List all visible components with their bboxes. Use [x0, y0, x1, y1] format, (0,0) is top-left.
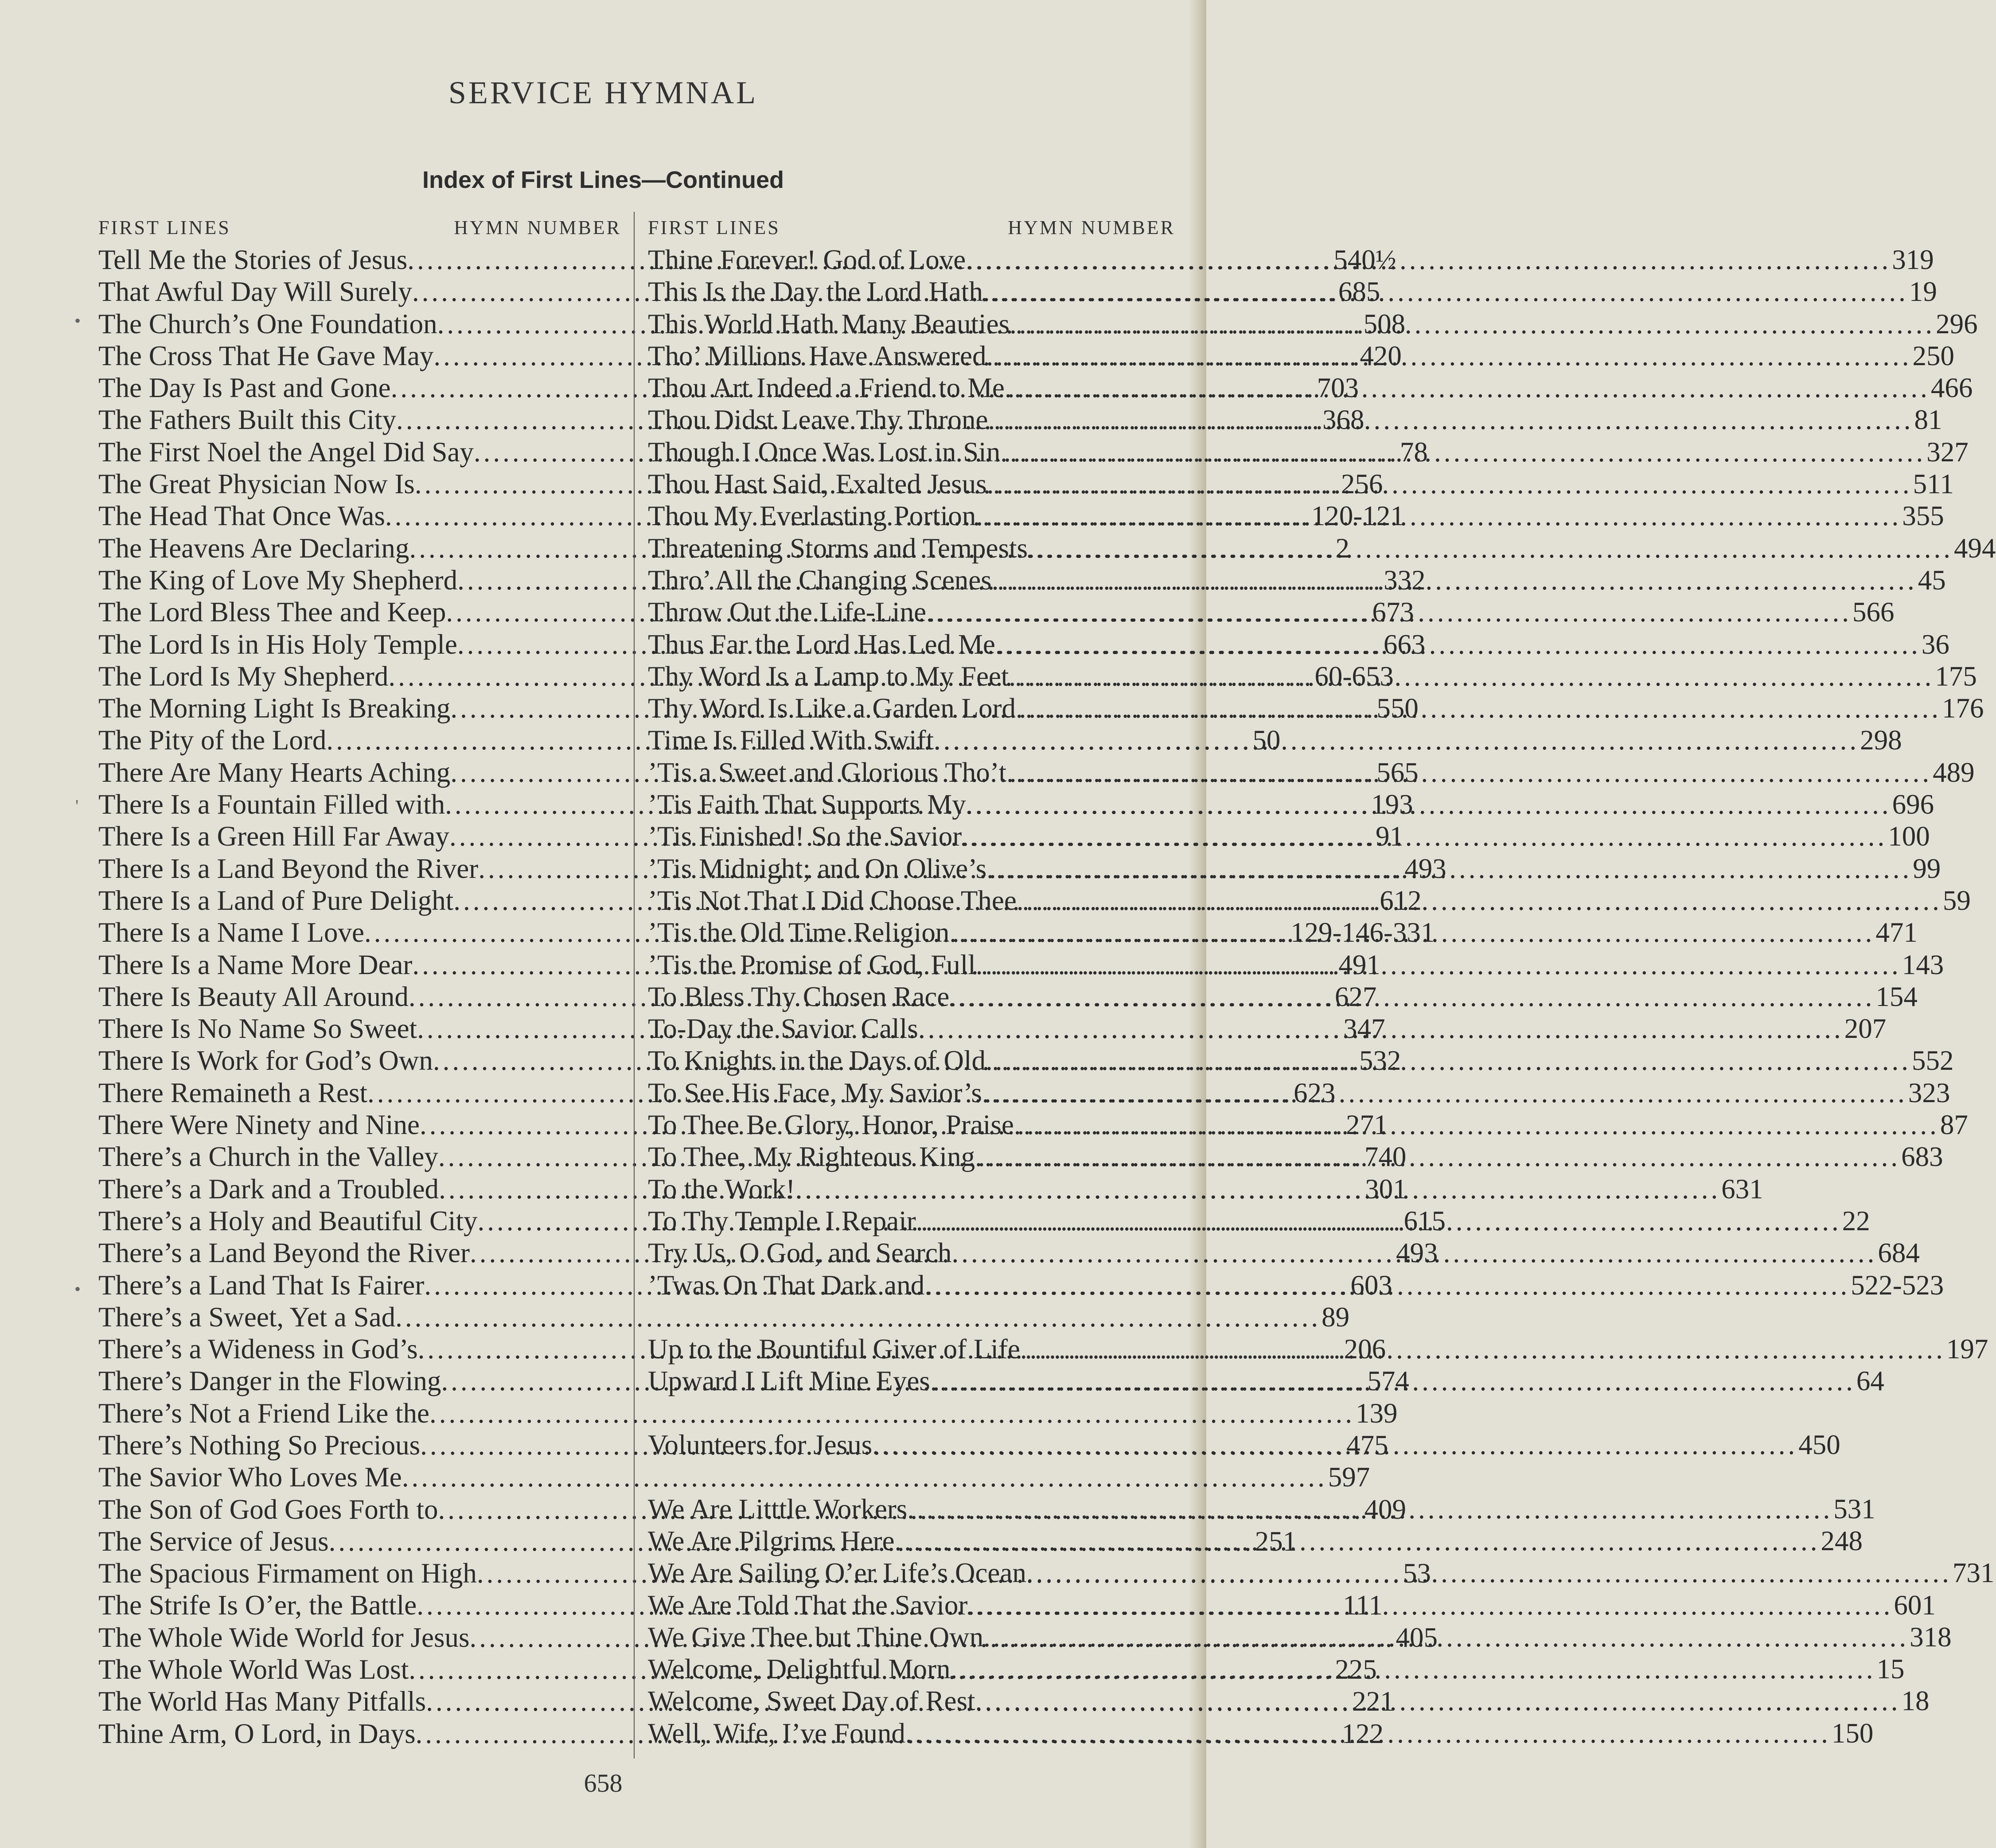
- hymn-number: 522-523: [1851, 1269, 1944, 1301]
- first-line-text: The Lord Is My Shepherd: [98, 660, 389, 692]
- first-line-text: Time Is Filled With Swift: [648, 725, 934, 756]
- hymn-number: 493: [1396, 1237, 1438, 1269]
- first-line-text: The Heavens Are Declaring: [98, 532, 409, 564]
- dot-leader: [916, 1205, 1841, 1237]
- first-line-text: There Is a Land Beyond the River: [98, 853, 479, 884]
- hymn-number: 36: [1921, 628, 1949, 660]
- hymn-number: 22: [1842, 1205, 1870, 1236]
- dot-leader: [992, 564, 1917, 596]
- hymn-number: 271: [1345, 1109, 1388, 1141]
- hymn-number: 552: [1912, 1045, 1954, 1076]
- hymn-number: 683: [1901, 1141, 1943, 1173]
- first-line-text: Thine Forever! God of Love: [648, 244, 966, 275]
- hymn-number: 139: [1356, 1397, 1398, 1429]
- hymn-number: 78: [1400, 436, 1428, 468]
- hymn-number: 489: [1933, 756, 1975, 788]
- hymn-number: 221: [1352, 1686, 1394, 1717]
- first-line-text: Welcome, Sweet Day of Rest: [648, 1685, 975, 1717]
- hymn-number: 91: [1375, 821, 1403, 852]
- hymn-number: 154: [1875, 981, 1918, 1012]
- hymn-number: 601: [1894, 1589, 1936, 1621]
- first-line-text: Thy Word Is Like a Garden Lord: [648, 693, 1016, 724]
- first-line-text: There Were Ninety and Nine: [98, 1109, 420, 1141]
- hymn-number: 45: [1918, 564, 1946, 596]
- dot-leader: [934, 724, 1859, 756]
- dot-leader: [872, 1429, 1797, 1461]
- first-line-text: This Is the Day the Lord Hath: [648, 276, 983, 308]
- first-line-text: To Thee Be Glory, Honor, Praise: [648, 1109, 1014, 1141]
- first-line-text: ’Tis Faith That Supports My: [648, 789, 966, 820]
- column-divider: [634, 212, 635, 1758]
- hymn-number: 64: [1856, 1365, 1884, 1397]
- hymn-number: 59: [1942, 885, 1971, 916]
- first-line-text: There’s Nothing So Precious: [98, 1429, 421, 1461]
- first-line-text: Tho’ Millions Have Answered: [648, 340, 986, 371]
- pencil-mark: •: [74, 311, 81, 331]
- first-line-text: Thou My Everlasting Portion: [648, 500, 976, 532]
- hymn-number: 120-121: [1311, 500, 1404, 532]
- pencil-mark: ': [75, 796, 79, 816]
- first-line-text: There Is a Fountain Filled with: [98, 789, 445, 820]
- first-line-text: There Is Beauty All Around: [98, 981, 409, 1012]
- hymn-number: 566: [1852, 597, 1895, 628]
- first-line-text: Thou Art Indeed a Friend to Me: [648, 372, 1005, 404]
- dot-leader: [986, 340, 1911, 372]
- hymn-number: 731: [1952, 1557, 1995, 1589]
- dot-leader: [966, 244, 1891, 276]
- hymn-number: 99: [1913, 853, 1941, 884]
- first-line-text: ’Tis Midnight; and On Olive’s: [648, 853, 987, 884]
- first-line-text: That Awful Day Will Surely: [98, 276, 412, 308]
- first-line-text: Thus Far the Lord Has Led Me: [648, 628, 995, 660]
- hymn-number: 673: [1372, 597, 1414, 628]
- first-line-text: ’Tis the Old Time Religion: [648, 917, 950, 948]
- hymn-number: 597: [1328, 1462, 1370, 1493]
- dot-leader: [905, 1717, 1831, 1749]
- first-line-text: The Lord Is in His Holy Temple: [98, 628, 457, 660]
- dot-leader: [1028, 532, 1953, 564]
- hymn-number: 18: [1901, 1685, 1930, 1717]
- dot-leader: [982, 1077, 1907, 1109]
- hymn-number: 251: [1255, 1525, 1297, 1557]
- hymn-number: 207: [1844, 1013, 1887, 1045]
- hymn-number: 355: [1902, 500, 1944, 532]
- hymn-number: 685: [1338, 276, 1380, 308]
- hymn-number: 663: [1383, 628, 1426, 660]
- first-line-text: Try Us, O God, and Search: [648, 1237, 952, 1269]
- first-line-text: Up to the Bountiful Giver of Life: [648, 1333, 1020, 1365]
- dot-leader: [907, 1493, 1832, 1525]
- first-line-text: The Son of God Goes Forth to: [98, 1493, 438, 1525]
- first-line-text: The Fathers Built this City: [98, 404, 396, 436]
- hymn-number: 87: [1940, 1109, 1968, 1141]
- hymn-number: 250: [1912, 340, 1954, 371]
- first-line-text: To Thee, My Righteous King: [648, 1141, 975, 1173]
- hymn-number: 471: [1875, 917, 1918, 948]
- dot-leader: [988, 404, 1914, 436]
- first-line-text: The Morning Light Is Breaking: [98, 693, 451, 724]
- hymn-number: 508: [1363, 308, 1406, 339]
- dot-leader: [924, 1269, 1850, 1301]
- dot-leader: [987, 468, 1912, 500]
- hymn-number: 703: [1317, 372, 1359, 404]
- dot-leader: [975, 1141, 1900, 1173]
- first-line-text: We Are Litttle Workers: [648, 1493, 908, 1524]
- hymn-number: 347: [1343, 1013, 1385, 1045]
- hymn-number: 150: [1831, 1717, 1874, 1749]
- hymn-number: 143: [1902, 949, 1944, 980]
- dot-leader: [983, 276, 1908, 308]
- first-line-text: ’Tis the Promise of God, Full: [648, 949, 976, 980]
- first-line-text: There Are Many Hearts Aching: [98, 756, 451, 788]
- dot-leader: [976, 949, 1901, 981]
- hymn-number: 318: [1910, 1621, 1952, 1653]
- first-line-text: The World Has Many Pitfalls: [98, 1686, 426, 1717]
- first-lines-header: FIRST LINES: [648, 217, 780, 238]
- hymn-number: 532: [1359, 1045, 1401, 1076]
- dot-leader: [975, 1685, 1900, 1717]
- hymn-number: 615: [1403, 1205, 1446, 1236]
- first-line-text: ’Tis a Sweet and Glorious Tho’t: [648, 756, 1007, 788]
- dot-leader: [1017, 885, 1942, 916]
- dot-leader: [986, 1045, 1911, 1076]
- first-line-text: To See His Face, My Savior’s: [648, 1077, 982, 1108]
- hymn-number: 565: [1376, 756, 1419, 788]
- dot-leader: [951, 1653, 1876, 1685]
- first-line-text: ’Tis Finished! So the Savior: [648, 821, 962, 852]
- hymn-number: 466: [1930, 372, 1973, 404]
- dot-leader: [795, 1173, 1720, 1205]
- first-line-text: There’s a Land Beyond the River: [98, 1237, 470, 1269]
- first-line-text: We Are Told That the Savior: [648, 1589, 968, 1621]
- first-line-text: The Day Is Past and Gone: [98, 372, 391, 404]
- first-line-text: The Strife Is O’er, the Battle: [98, 1590, 417, 1621]
- hymn-number: 323: [1908, 1077, 1950, 1108]
- hymn-number: 81: [1914, 404, 1942, 436]
- first-line-text: ’Tis Not That I Did Choose Thee: [648, 885, 1017, 916]
- dot-leader: [986, 853, 1912, 885]
- index-entry: [98, 1461, 1370, 1493]
- first-line-text: There Remaineth a Rest: [98, 1077, 368, 1108]
- first-line-text: Upward I Lift Mine Eyes: [648, 1365, 930, 1397]
- hymn-number: 15: [1876, 1653, 1905, 1685]
- first-line-text: Volunteers for Jesus: [648, 1429, 873, 1461]
- first-line-text: The Savior Who Loves Me: [98, 1462, 402, 1493]
- hymn-number: 111: [1343, 1590, 1383, 1621]
- first-line-text: The Service of Jesus: [98, 1525, 329, 1557]
- first-line-text: Well, Wife, I’ve Found: [648, 1717, 905, 1749]
- pencil-mark: •: [74, 1279, 81, 1299]
- first-line-text: The Spacious Firmament on High: [98, 1558, 477, 1589]
- first-line-text: There Is a Name More Dear: [98, 949, 413, 980]
- hymn-number: 740: [1364, 1141, 1407, 1173]
- first-line-text: There Is Work for God’s Own: [98, 1045, 433, 1076]
- first-line-text: The Head That Once Was: [98, 500, 385, 532]
- first-line-text: There Is No Name So Sweet: [98, 1013, 417, 1045]
- dot-leader: [1026, 1557, 1952, 1589]
- dot-leader: [1010, 308, 1935, 340]
- dot-leader: [1009, 660, 1934, 692]
- first-line-text: There’s Danger in the Flowing: [98, 1365, 441, 1397]
- dot-leader: [949, 981, 1875, 1013]
- first-line-text: ’Twas On That Dark and: [648, 1269, 925, 1301]
- index-title: Index of First Lines—Continued: [422, 167, 784, 193]
- first-line-text: Welcome, Delightful Morn: [648, 1653, 951, 1685]
- hymn-number: 493: [1404, 853, 1446, 884]
- first-line-text: To the Work!: [648, 1173, 795, 1205]
- hymn-number: 301: [1365, 1173, 1407, 1205]
- hymn-number: 2: [1335, 532, 1349, 564]
- hymn-number: 89: [1322, 1301, 1350, 1333]
- running-head: SERVICE HYMNAL: [448, 75, 758, 110]
- hymn-number: 405: [1396, 1622, 1438, 1653]
- hymn-number: 176: [1942, 693, 1984, 724]
- hymn-number: 122: [1341, 1718, 1384, 1749]
- dot-leader: [962, 820, 1887, 852]
- first-line-text: There’s a Holy and Beautiful City: [98, 1205, 478, 1236]
- dot-leader: [930, 1365, 1856, 1397]
- first-line-text: Thine Arm, O Lord, in Days: [98, 1718, 416, 1749]
- hymn-number: 175: [1935, 660, 1977, 692]
- first-line-text: The Pity of the Lord: [98, 725, 327, 756]
- hymn-number: 696: [1892, 789, 1934, 820]
- dot-leader: [926, 596, 1852, 628]
- hymn-number: 409: [1364, 1493, 1406, 1525]
- first-line-text: There Is a Name I Love: [98, 917, 364, 948]
- first-line-text: There Is a Land of Pure Delight: [98, 885, 454, 916]
- dot-leader: [1006, 756, 1932, 788]
- hymn-number: 684: [1878, 1237, 1920, 1269]
- dot-leader: [966, 788, 1891, 820]
- hymn-number: 550: [1376, 693, 1419, 724]
- first-line-text: We Are Pilgrims Here: [648, 1525, 895, 1556]
- hymn-number: 491: [1338, 949, 1380, 980]
- dot-leader: [951, 1237, 1877, 1269]
- hymn-number: 450: [1798, 1429, 1840, 1461]
- hymn-number: 574: [1367, 1365, 1409, 1397]
- first-line-text: There’s a Sweet, Yet a Sad: [98, 1301, 396, 1333]
- hymn-number: 612: [1380, 885, 1422, 916]
- first-line-text: Throw Out the Life-Line: [648, 597, 927, 628]
- dot-leader: [1000, 436, 1926, 468]
- first-line-text: To Thy Temple I Repair: [648, 1205, 916, 1236]
- first-line-text: To-Day the Savior Calls: [648, 1013, 918, 1045]
- first-line-text: There’s a Church in the Valley: [98, 1141, 438, 1173]
- dot-leader: [895, 1525, 1820, 1557]
- dot-leader: [949, 916, 1875, 948]
- left-column-header: [98, 212, 621, 244]
- hymn-number: 420: [1360, 340, 1402, 371]
- hymn-number: 531: [1833, 1493, 1875, 1524]
- hymn-number: 332: [1384, 564, 1426, 596]
- dot-leader: [967, 1589, 1893, 1621]
- hymn-number: 298: [1860, 725, 1902, 756]
- hymn-number: 327: [1926, 436, 1969, 468]
- dot-leader: [983, 1621, 1909, 1653]
- first-lines-header: FIRST LINES: [98, 217, 231, 238]
- hymn-number: 494: [1954, 532, 1996, 564]
- hymn-number: 129-146-331: [1290, 917, 1435, 948]
- first-line-text: Tell Me the Stories of Jesus: [98, 244, 408, 275]
- first-line-text: Though I Once Was Lost in Sin: [648, 436, 1001, 468]
- hymn-number: 50: [1252, 725, 1281, 756]
- hymn-number: 603: [1350, 1269, 1392, 1301]
- first-line-text: Threatening Storms and Tempests: [648, 532, 1028, 564]
- dot-leader: [918, 1013, 1844, 1045]
- first-line-text: The Great Physician Now Is: [98, 468, 415, 500]
- first-line-text: We Are Sailing O’er Life’s Ocean: [648, 1557, 1026, 1589]
- first-line-text: The Lord Bless Thee and Keep: [98, 597, 446, 628]
- first-line-text: Thou Didst Leave Thy Throne: [648, 404, 988, 436]
- hymn-number: 623: [1294, 1077, 1336, 1108]
- hymn-number: 296: [1936, 308, 1978, 339]
- first-line-text: Thou Hast Said, Exalted Jesus: [648, 468, 987, 500]
- hymn-number-header: HYMN NUMBER: [454, 217, 621, 238]
- hymn-number: 540½: [1333, 244, 1396, 275]
- first-line-text: The Church’s One Foundation: [98, 308, 437, 339]
- first-line-text: This World Hath Many Beauties: [648, 308, 1010, 339]
- hymn-number: 319: [1892, 244, 1934, 275]
- hymn-number: 197: [1946, 1333, 1988, 1365]
- hymn-number: 631: [1721, 1173, 1763, 1205]
- first-line-text: To Knights in the Days of Old: [648, 1045, 986, 1076]
- dot-leader: [976, 500, 1901, 532]
- first-line-text: There’s a Land That Is Fairer: [98, 1269, 425, 1301]
- first-line-text: Thro’ All the Changing Scenes: [648, 564, 992, 596]
- first-line-text: To Bless Thy Chosen Race: [648, 981, 950, 1012]
- first-line-text: The First Noel the Angel Did Say: [98, 436, 474, 468]
- page-number: 658: [584, 1769, 623, 1797]
- hymn-number: 206: [1344, 1333, 1386, 1365]
- index-entry: [648, 532, 1996, 564]
- first-line-text: The King of Love My Shepherd: [98, 564, 458, 596]
- dot-leader: [1016, 692, 1941, 724]
- dot-leader: [1014, 1109, 1939, 1141]
- hymn-number: 19: [1909, 276, 1937, 308]
- first-line-text: There’s a Dark and a Troubled: [98, 1173, 439, 1205]
- dot-leader: [1020, 1333, 1945, 1365]
- hymn-number: 627: [1334, 981, 1377, 1012]
- index-entry: [98, 1397, 1398, 1429]
- hymn-number-header: HYMN NUMBER: [1008, 217, 1175, 238]
- first-line-text: There Is a Green Hill Far Away: [98, 821, 449, 852]
- first-line-text: There’s a Wideness in God’s: [98, 1333, 418, 1365]
- hymn-number: 256: [1341, 468, 1383, 500]
- hymn-number: 53: [1403, 1558, 1431, 1589]
- first-line-text: The Whole Wide World for Jesus: [98, 1622, 470, 1653]
- first-line-text: The Whole World Was Lost: [98, 1654, 409, 1685]
- index-entry: [98, 1301, 1350, 1333]
- first-line-text: The Cross That He Gave May: [98, 340, 434, 371]
- first-line-text: We Give Thee but Thine Own: [648, 1621, 984, 1653]
- hymn-number: 100: [1888, 821, 1930, 852]
- dot-leader: [1005, 372, 1930, 404]
- hymn-number: 475: [1346, 1429, 1388, 1461]
- dot-leader: [995, 628, 1921, 660]
- hymn-number: 368: [1322, 404, 1364, 436]
- hymn-number: 511: [1913, 468, 1954, 500]
- hymn-number: 225: [1335, 1654, 1377, 1685]
- hymn-number: 248: [1821, 1525, 1863, 1556]
- right-column-header: [648, 212, 1175, 244]
- first-line-text: Thy Word Is a Lamp to My Feet: [648, 660, 1009, 692]
- hymn-number: 60-653: [1314, 660, 1394, 692]
- first-line-text: There’s Not a Friend Like the: [98, 1397, 430, 1429]
- hymn-number: 193: [1371, 789, 1413, 820]
